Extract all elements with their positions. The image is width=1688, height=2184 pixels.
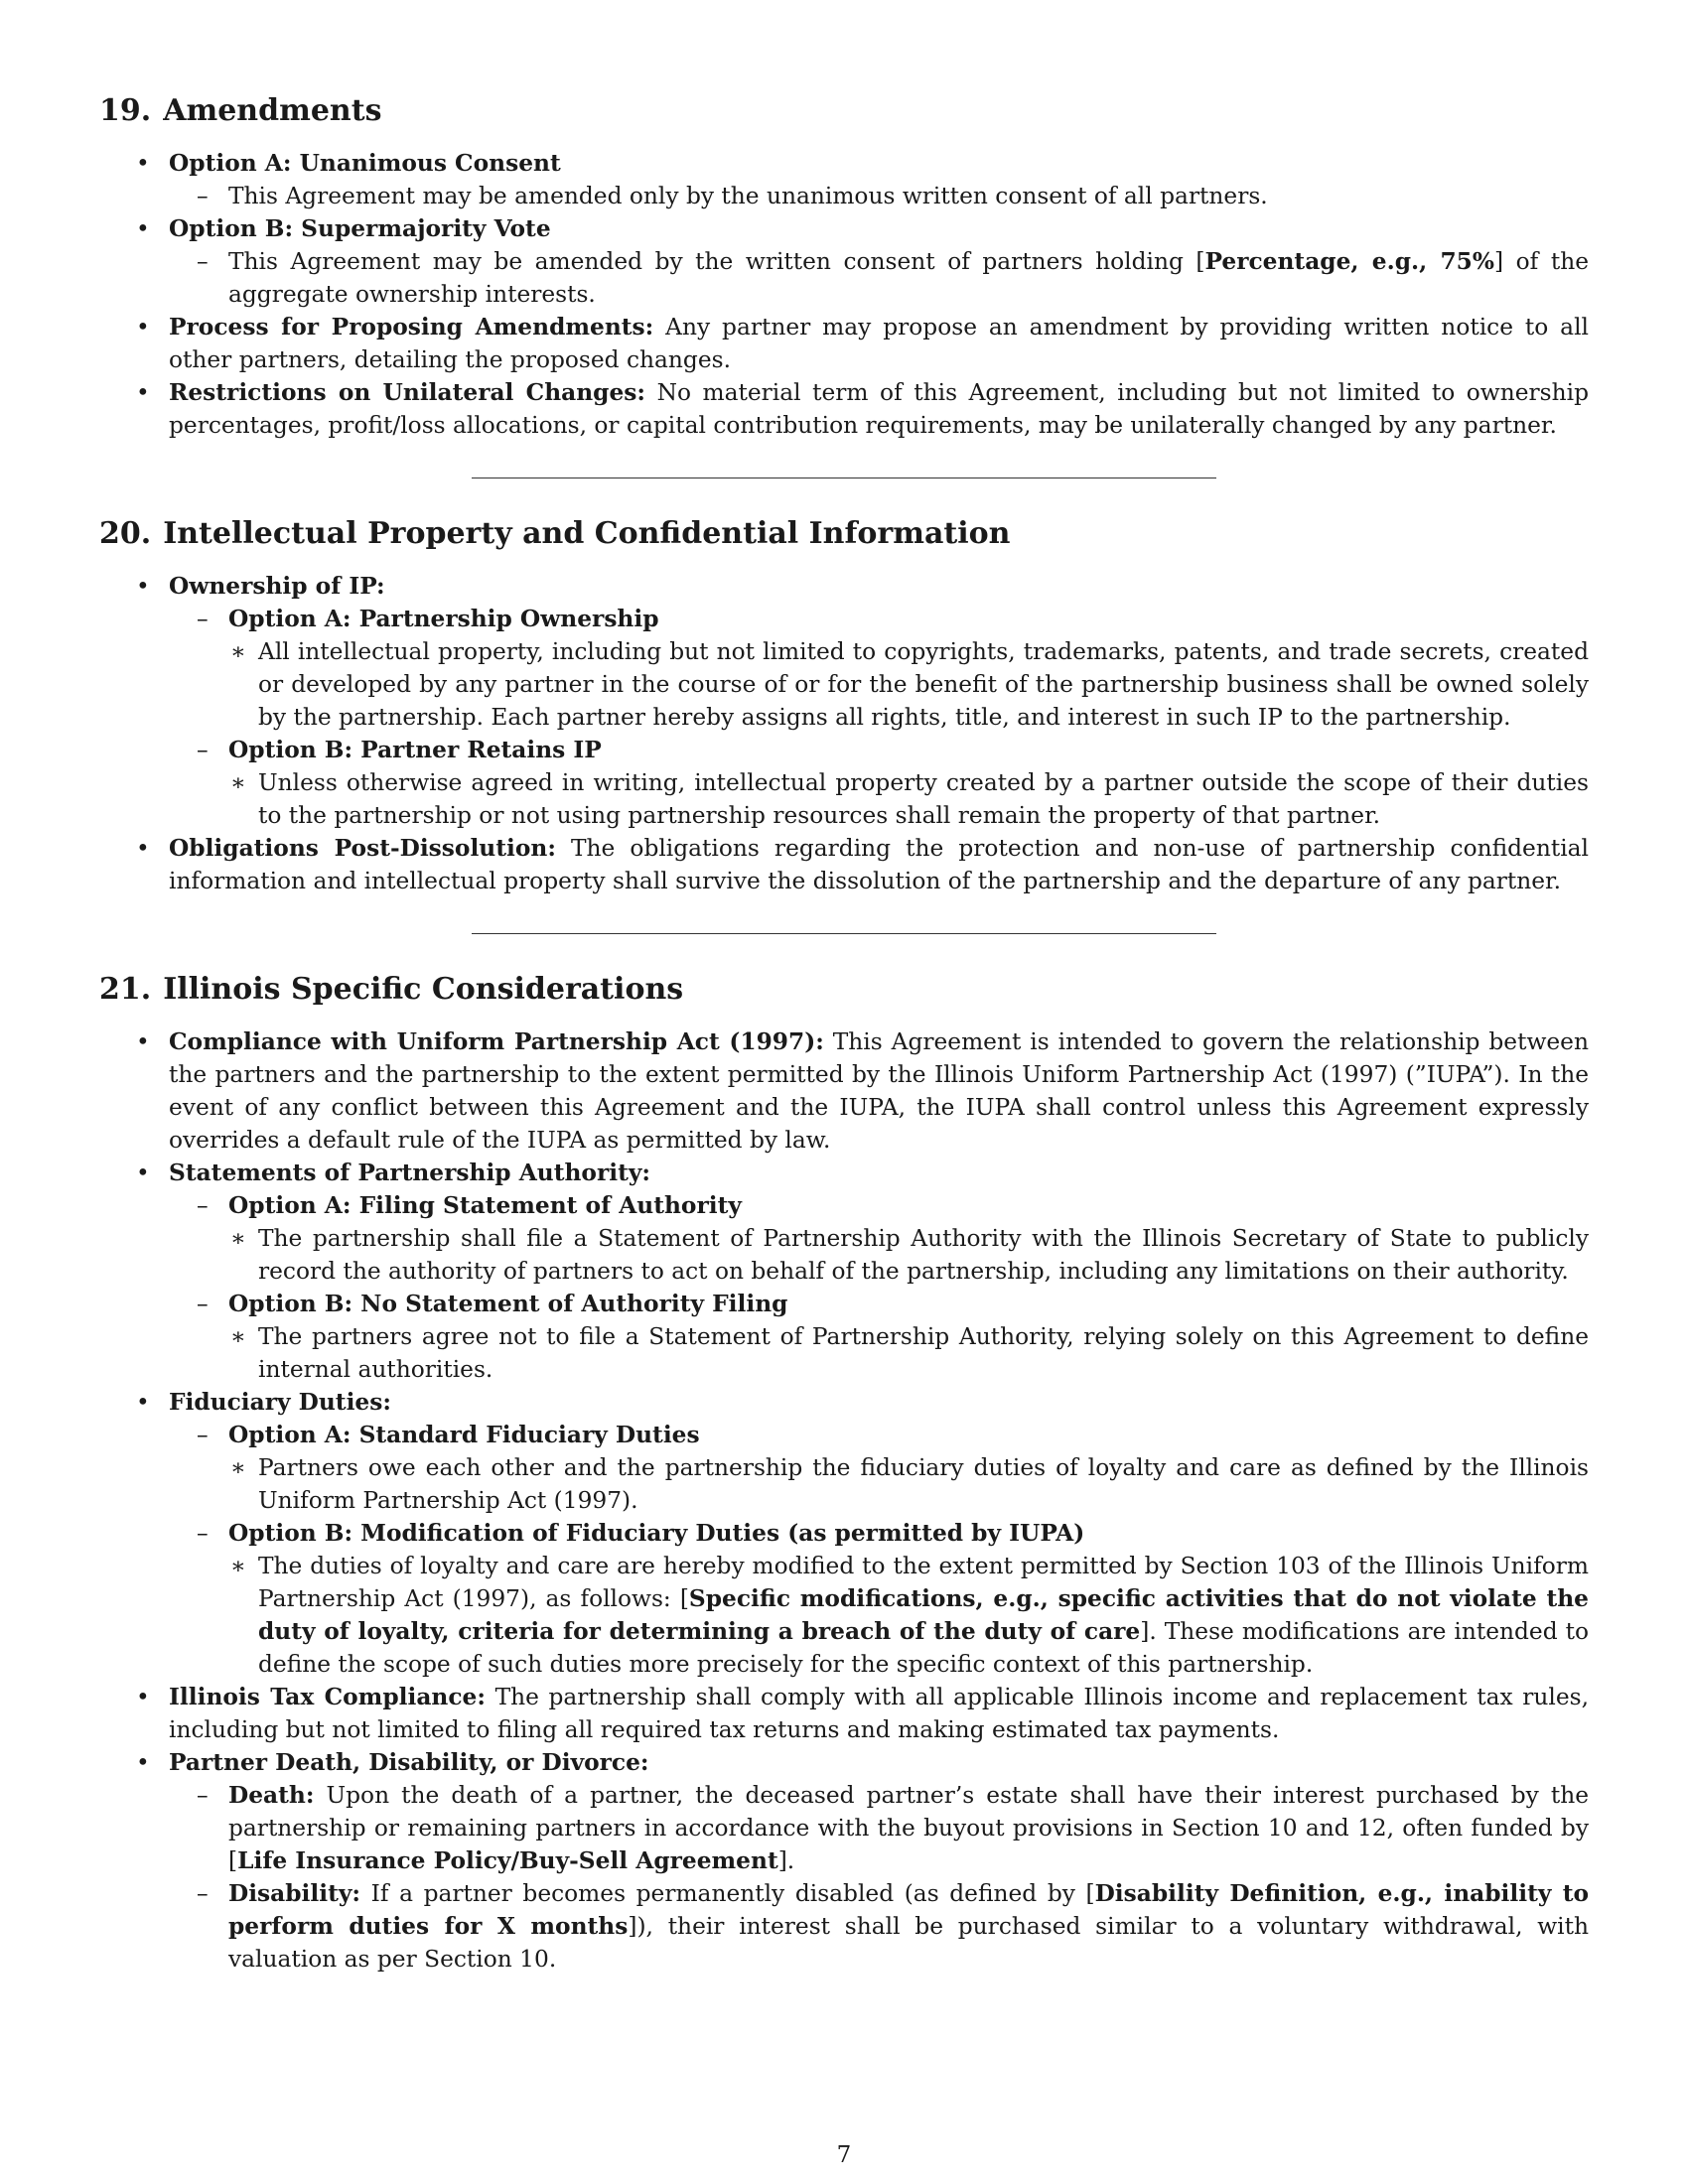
star-marker: ∗ <box>230 769 246 796</box>
star-marker: ∗ <box>230 638 246 665</box>
clause-text: All intellectual property, including but not limited to copyrights, trademarks, patents, and trade secrets, created or developed by any partner in the course of or for the benefit of the partnership business shall be owned solely by the partnership. Each partner hereby assigns all rights, title, and interest in such IP to the partnership. <box>258 638 1589 731</box>
bullet-marker: • <box>136 1028 150 1055</box>
star-marker: ∗ <box>230 1323 246 1350</box>
placeholder-text: Percentage, e.g., 75% <box>1204 248 1495 275</box>
bullet-marker: • <box>136 1389 150 1416</box>
clause-label: Restrictions on Unilateral Changes: <box>169 379 646 406</box>
section-heading <box>99 970 1589 1010</box>
clause-text: Partners owe each other and the partnership the fiduciary duties of loyalty and care as defined by the Illinois Uniform Partnership Act (1997). <box>258 1454 1589 1514</box>
clause-text: ]. <box>777 1847 795 1874</box>
clause-label: Statements of Partnership Authority: <box>169 1160 650 1186</box>
dash-marker: – <box>197 606 209 632</box>
dash-marker: – <box>197 1192 209 1219</box>
clause-label: Process for Proposing Amendments: <box>169 314 654 341</box>
sub-list <box>169 180 1589 212</box>
clause-label: Obligations Post-Dissolution: <box>169 835 556 862</box>
bullet-list <box>99 147 1589 442</box>
dash-marker: – <box>197 1520 209 1547</box>
clause-text: ]. These modifications are intended to define the scope of such duties more precisely for the specific context of this partnership. <box>258 1618 1590 1678</box>
section-number: 19. <box>99 93 152 128</box>
list-item <box>169 180 1589 212</box>
clause-label: Partner Death, Disability, or Divorce: <box>169 1749 649 1776</box>
option-label: Option A: Unanimous Consent <box>169 150 561 177</box>
clause-label: Disability: <box>228 1880 361 1907</box>
dash-marker: – <box>197 183 209 209</box>
clause-text: Any partner may propose an amendment by providing written notice to all other partners, detailing the proposed changes. <box>169 314 1589 373</box>
dash-marker: – <box>197 248 209 275</box>
list-item <box>99 1157 1589 1386</box>
section-title: Illinois Specific Considerations <box>163 972 684 1007</box>
clause-text: This Agreement may be amended by the written consent of partners holding [ <box>228 248 1205 275</box>
list-item <box>169 1419 1589 1517</box>
list-item <box>99 570 1589 832</box>
dash-marker: – <box>197 1880 209 1907</box>
list-item <box>169 1517 1589 1681</box>
sub-list <box>169 1779 1589 1976</box>
document-page <box>99 91 1589 1976</box>
clause-text: If a partner becomes permanently disabled (as defined by [ <box>360 1880 1095 1907</box>
placeholder-text: Disability Definition, e.g., inability to perform duties for X months <box>228 1880 1589 1940</box>
bullet-marker: • <box>136 314 150 341</box>
option-label: Option A: Standard Fiduciary Duties <box>228 1422 700 1448</box>
list-item <box>228 1451 1589 1517</box>
sub-sub-list <box>228 766 1589 832</box>
list-item <box>228 1550 1589 1681</box>
list-item <box>99 1681 1589 1746</box>
bullet-marker: • <box>136 1749 150 1776</box>
star-marker: ∗ <box>230 1454 246 1481</box>
list-item <box>99 311 1589 376</box>
star-marker: ∗ <box>230 1553 246 1579</box>
bullet-marker: • <box>136 215 150 242</box>
sub-sub-list <box>228 1451 1589 1517</box>
section-21-illinois-considerations <box>99 970 1589 1976</box>
option-label: Option A: Filing Statement of Authority <box>228 1192 742 1219</box>
clause-text: Unless otherwise agreed in writing, intellectual property created by a partner outside the scope of their duties to the partnership or not using partnership resources shall remain the property of that partner. <box>258 769 1589 829</box>
list-item <box>99 1025 1589 1157</box>
dash-marker: – <box>197 737 209 763</box>
clause-text: The obligations regarding the protection and non-use of partnership confidential information and intellectual property shall survive the dissolution of the partnership and the departure of any partner. <box>169 835 1590 894</box>
page-number: 7 <box>836 2142 852 2168</box>
list-item <box>169 1877 1589 1976</box>
list-item <box>99 832 1589 897</box>
sub-list <box>169 1419 1589 1681</box>
bullet-marker: • <box>136 379 150 406</box>
sub-list <box>169 603 1589 832</box>
section-title: Amendments <box>163 93 382 128</box>
clause-text: The partnership shall file a Statement of Partnership Authority with the Illinois Secretary of State to publicly record the authority of partners to act on behalf of the partnership, including any limitations on their authority. <box>258 1225 1589 1285</box>
section-divider <box>472 933 1216 934</box>
list-item <box>169 1189 1589 1288</box>
bullet-marker: • <box>136 573 150 600</box>
clause-text: Upon the death of a partner, the deceased partner’s estate shall have their interest purchased by the partnership or remaining partners in accordance with the buyout provisions in Section 10 and 12, often funded by [ <box>228 1782 1589 1874</box>
section-number: 20. <box>99 516 152 551</box>
sub-sub-list <box>228 635 1589 734</box>
sub-list <box>169 1189 1589 1386</box>
section-number: 21. <box>99 972 152 1007</box>
clause-label: Compliance with Uniform Partnership Act (1997): <box>169 1028 824 1055</box>
list-item <box>228 635 1589 734</box>
clause-label: Fiduciary Duties: <box>169 1389 391 1416</box>
section-heading <box>99 91 1589 131</box>
clause-text: No material term of this Agreement, including but not limited to ownership percentages, profit/loss allocations, or capital contribution requirements, may be unilaterally changed by any partner. <box>169 379 1589 439</box>
clause-label: Death: <box>228 1782 315 1809</box>
option-label: Option B: Supermajority Vote <box>169 215 551 242</box>
list-item <box>99 1386 1589 1681</box>
list-item <box>228 1222 1589 1288</box>
list-item <box>169 1779 1589 1877</box>
bullet-marker: • <box>136 150 150 177</box>
option-label: Option B: No Statement of Authority Filing <box>228 1291 788 1317</box>
sub-sub-list <box>228 1222 1589 1288</box>
bullet-marker: • <box>136 1160 150 1186</box>
list-item <box>169 603 1589 734</box>
clause-text: ]), their interest shall be purchased similar to a voluntary withdrawal, with valuation as per Section 10. <box>228 1913 1589 1973</box>
list-item <box>99 376 1589 442</box>
clause-text: The duties of loyalty and care are hereby modified to the extent permitted by Section 103 of the Illinois Uniform Partnership Act (1997), as follows: [ <box>258 1553 1589 1612</box>
dash-marker: – <box>197 1422 209 1448</box>
clause-text: The partners agree not to file a Statement of Partnership Authority, relying solely on this Agreement to define internal authorities. <box>258 1323 1589 1383</box>
placeholder-text: Life Insurance Policy/Buy-Sell Agreement <box>237 1847 778 1874</box>
clause-text: This Agreement may be amended only by the unanimous written consent of all partners. <box>228 183 1268 209</box>
bullet-marker: • <box>136 1684 150 1710</box>
option-label: Option B: Modification of Fiduciary Duties (as permitted by IUPA) <box>228 1520 1085 1547</box>
clause-label: Illinois Tax Compliance: <box>169 1684 486 1710</box>
list-item <box>99 147 1589 212</box>
section-19-amendments <box>99 91 1589 442</box>
list-item <box>228 766 1589 832</box>
list-item <box>99 212 1589 311</box>
sub-list <box>169 245 1589 311</box>
section-title: Intellectual Property and Confidential Information <box>163 516 1011 551</box>
clause-text: ] of the aggregate ownership interests. <box>228 248 1589 308</box>
bullet-list <box>99 1025 1589 1976</box>
clause-text: The partnership shall comply with all applicable Illinois income and replacement tax rules, including but not limited to filing all required tax returns and making estimated tax payments. <box>169 1684 1589 1743</box>
section-heading <box>99 514 1589 554</box>
placeholder-text: Specific modifications, e.g., specific activities that do not violate the duty of loyalty, criteria for determining a breach of the duty of care <box>258 1585 1589 1645</box>
option-label: Option A: Partnership Ownership <box>228 606 659 632</box>
list-item <box>169 1288 1589 1386</box>
bullet-list <box>99 570 1589 897</box>
list-item <box>99 1746 1589 1976</box>
bullet-marker: • <box>136 835 150 862</box>
list-item <box>169 734 1589 832</box>
clause-text: This Agreement is intended to govern the relationship between the partners and the partnership to the extent permitted by the Illinois Uniform Partnership Act (1997) (”IUPA”). In the event of any conflict between this Agreement and the IUPA, the IUPA shall control unless this Agreement expressly overrides a default rule of the IUPA as permitted by law. <box>169 1028 1589 1154</box>
option-label: Option B: Partner Retains IP <box>228 737 602 763</box>
list-item <box>228 1320 1589 1386</box>
clause-label: Ownership of IP: <box>169 573 385 600</box>
section-20-intellectual-property <box>99 514 1589 897</box>
list-item <box>169 245 1589 311</box>
dash-marker: – <box>197 1782 209 1809</box>
sub-sub-list <box>228 1320 1589 1386</box>
star-marker: ∗ <box>230 1225 246 1252</box>
dash-marker: – <box>197 1291 209 1317</box>
sub-sub-list <box>228 1550 1589 1681</box>
